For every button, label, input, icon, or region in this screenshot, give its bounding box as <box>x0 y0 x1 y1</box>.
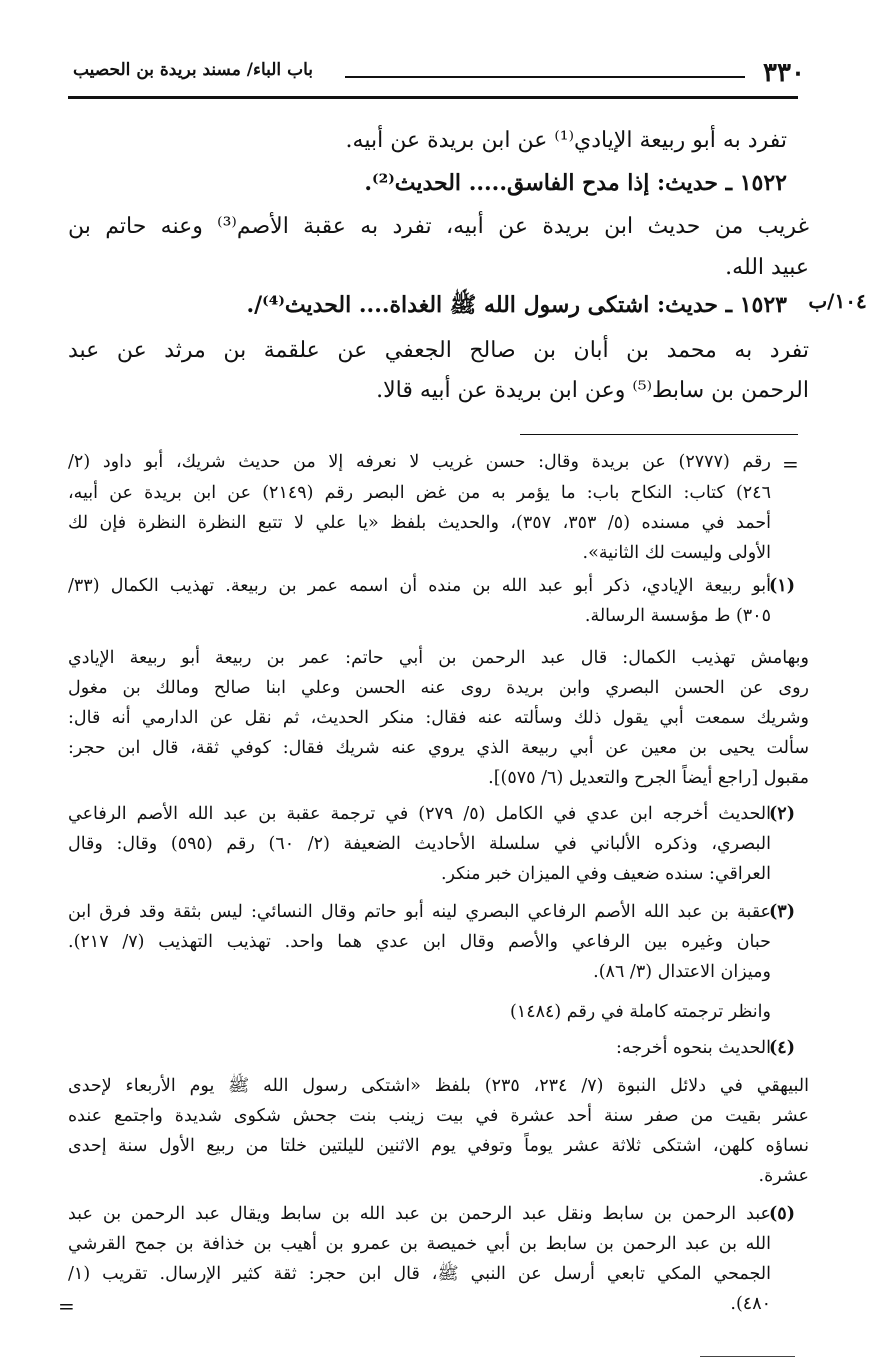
footnote-cont-line: ٢٤٦) كتاب: النكاح باب: ما يؤمر به من غض البصر رقم (٢١٤٩) عن ابن بريدة عن أبيه، <box>68 483 771 503</box>
footnote-cont-line: أحمد في مسنده (٥/ ٣٥٣، ٣٥٧)، والحديث بلفظ «يا علي لا تتبع النظرة النظرة فإن لك <box>68 513 771 533</box>
footnote-5-line: الجمحي المكي تابعي أرسل عن النبي ﷺ، قال ابن حجر: ثقة كثير الإرسال. تقريب (١/ <box>68 1264 771 1284</box>
footnote-2-line: العراقي: سنده ضعيف وفي الميزان خبر منكر. <box>440 864 771 884</box>
footnote-separator <box>520 434 798 435</box>
header-rule <box>68 96 798 99</box>
footnote-1-extra-line: وشريك سمعت أبي يقول ذلك وسألته عنه فقال: منكر الحديث، ثم نقل عن الدارمي أنه قال: <box>68 708 809 728</box>
footnote-1-number: (١) <box>769 576 795 596</box>
footnote-3-extra: وانظر ترجمته كاملة في رقم (١٤٨٤) <box>509 1002 771 1022</box>
margin-folio-ref: ١٠٤/ب <box>808 289 867 313</box>
body-line-6: تفرد به محمد بن أبان بن صالح الجعفي عن علقمة بن مرثد عن عبد <box>68 338 809 363</box>
body-line-7: الرحمن بن سابط⁽⁵⁾ وعن ابن بريدة عن أبيه قالا. <box>376 378 809 403</box>
footnote-4-line: الحديث بنحوه أخرجه: <box>616 1038 771 1058</box>
continues-marker: = <box>58 1294 75 1318</box>
footnote-5-number: (٥) <box>769 1204 795 1224</box>
body-line-4: عبيد الله. <box>725 255 809 280</box>
footnote-5-line: الله بن عبد الرحمن بن سابط بن أبي خميصة بن عمرو بن أهيب بن خذافة بن جمح القرشي <box>68 1234 771 1254</box>
hadith-1522: ١٥٢٢ ـ حديث: إذا مدح الفاسق..... الحديث⁽²⁾. <box>364 170 787 196</box>
body-line-1: تفرد به أبو ربيعة الإيادي⁽¹⁾ عن ابن بريدة عن أبيه. <box>345 128 787 153</box>
footnote-3-line: حبان وغيره بين الرفاعي والأصم وقال ابن عدي هما واحد. تهذيب التهذيب (٧/ ٢١٧). <box>68 932 771 952</box>
footnote-2-line: الحديث أخرجه ابن عدي في الكامل (٥/ ٢٧٩) في ترجمة عقبة بن عبد الله الأصم الرفاعي <box>68 804 772 824</box>
footnote-2-line: البصري، وذكره الألباني في سلسلة الأحاديث الضعيفة (٢/ ٦٠) رقم (٥٩٥) وقال: وقال <box>68 834 771 854</box>
footnote-5-line: عبد الرحمن بن سابط ونقل عبد الرحمن بن عبد الله بن سابط ويقال عبد الرحمن بن عبد <box>68 1204 771 1224</box>
footnote-4-number: (٤) <box>769 1038 795 1058</box>
body-line-3: غريب من حديث ابن بريدة عن أبيه، تفرد به عقبة الأصم⁽³⁾ وعنه حاتم بن <box>68 214 809 239</box>
footnote-4-extra-line: عشر بقيت من صفر سنة أحد عشرة في بيت زينب بنت جحش شكوى شديدة واجتمع عنده <box>68 1106 809 1126</box>
footnote-1-line: أبو ربيعة الإيادي، ذكر أبو عبد الله بن منده أن اسمه عمر بن ربيعة. تهذيب الكمال (٣٣/ <box>68 576 771 596</box>
footnote-5-line: ٤٨٠). <box>730 1294 771 1314</box>
footnote-2-number: (٢) <box>769 804 795 824</box>
footnote-3-number: (٣) <box>769 902 795 922</box>
page-number: ٣٣٠ <box>763 58 805 88</box>
bottom-rule <box>700 1356 795 1357</box>
footnote-cont-line: الأولى وليست لك الثانية». <box>582 543 771 563</box>
footnote-3-line: عقبة بن عبد الله الأصم الرفاعي البصري لينه أبو حاتم وقال النسائي: ليس بثقة وقد فرق ابن <box>68 902 771 922</box>
footnote-4-extra-line: عشرة. <box>758 1166 809 1186</box>
footnote-1-extra-line: وبهامش تهذيب الكمال: قال عبد الرحمن بن أبي حاتم: عمر بن ربيعة أبو ربيعة الإيادي <box>68 648 809 668</box>
footnote-4-extra-line: نساؤه كلهن، اشتكى ثلاثة عشر يوماً وتوفي يوم الاثنين لليلتين خلتا من ربيع الأول سنة إحدى <box>68 1136 809 1156</box>
footnote-1-extra-line: مقبول [راجع أيضاً الجرح والتعديل (٦/ ٥٧٥)]. <box>488 768 809 788</box>
footnote-1-line: ٣٠٥) ط مؤسسة الرسالة. <box>584 606 771 626</box>
hadith-1523: ١٥٢٣ ـ حديث: اشتكى رسول الله ﷺ الغداة.... الحديث⁽⁴⁾/. <box>246 292 787 318</box>
footnote-4-extra-line: البيهقي في دلائل النبوة (٧/ ٢٣٤، ٢٣٥) بلفظ «اشتكى رسول الله ﷺ يوم الأربعاء لإحدى <box>68 1076 809 1096</box>
header-dash-line <box>345 76 745 78</box>
footnote-1-extra-line: روى عن الحسن البصري وابن بريدة روى عنه الحسن وعلي ابنا صالح ومالك بن مغول <box>68 678 809 698</box>
continuation-marker: = <box>782 452 799 476</box>
footnote-3-line: وميزان الاعتدال (٣/ ٨٦). <box>593 962 771 982</box>
footnote-1-extra-line: سألت يحيى بن معين عن أبي ربيعة الذي يروي عنه شريك فقال: كوفي ثقة، قال ابن حجر: <box>68 738 809 758</box>
footnote-cont-line: رقم (٢٧٧٧) عن بريدة وقال: حسن غريب لا نعرفه إلا من حديث شريك، أبو داود (٢/ <box>68 452 771 472</box>
chapter-title: باب الباء/ مسند بريدة بن الحصيب <box>72 60 313 80</box>
